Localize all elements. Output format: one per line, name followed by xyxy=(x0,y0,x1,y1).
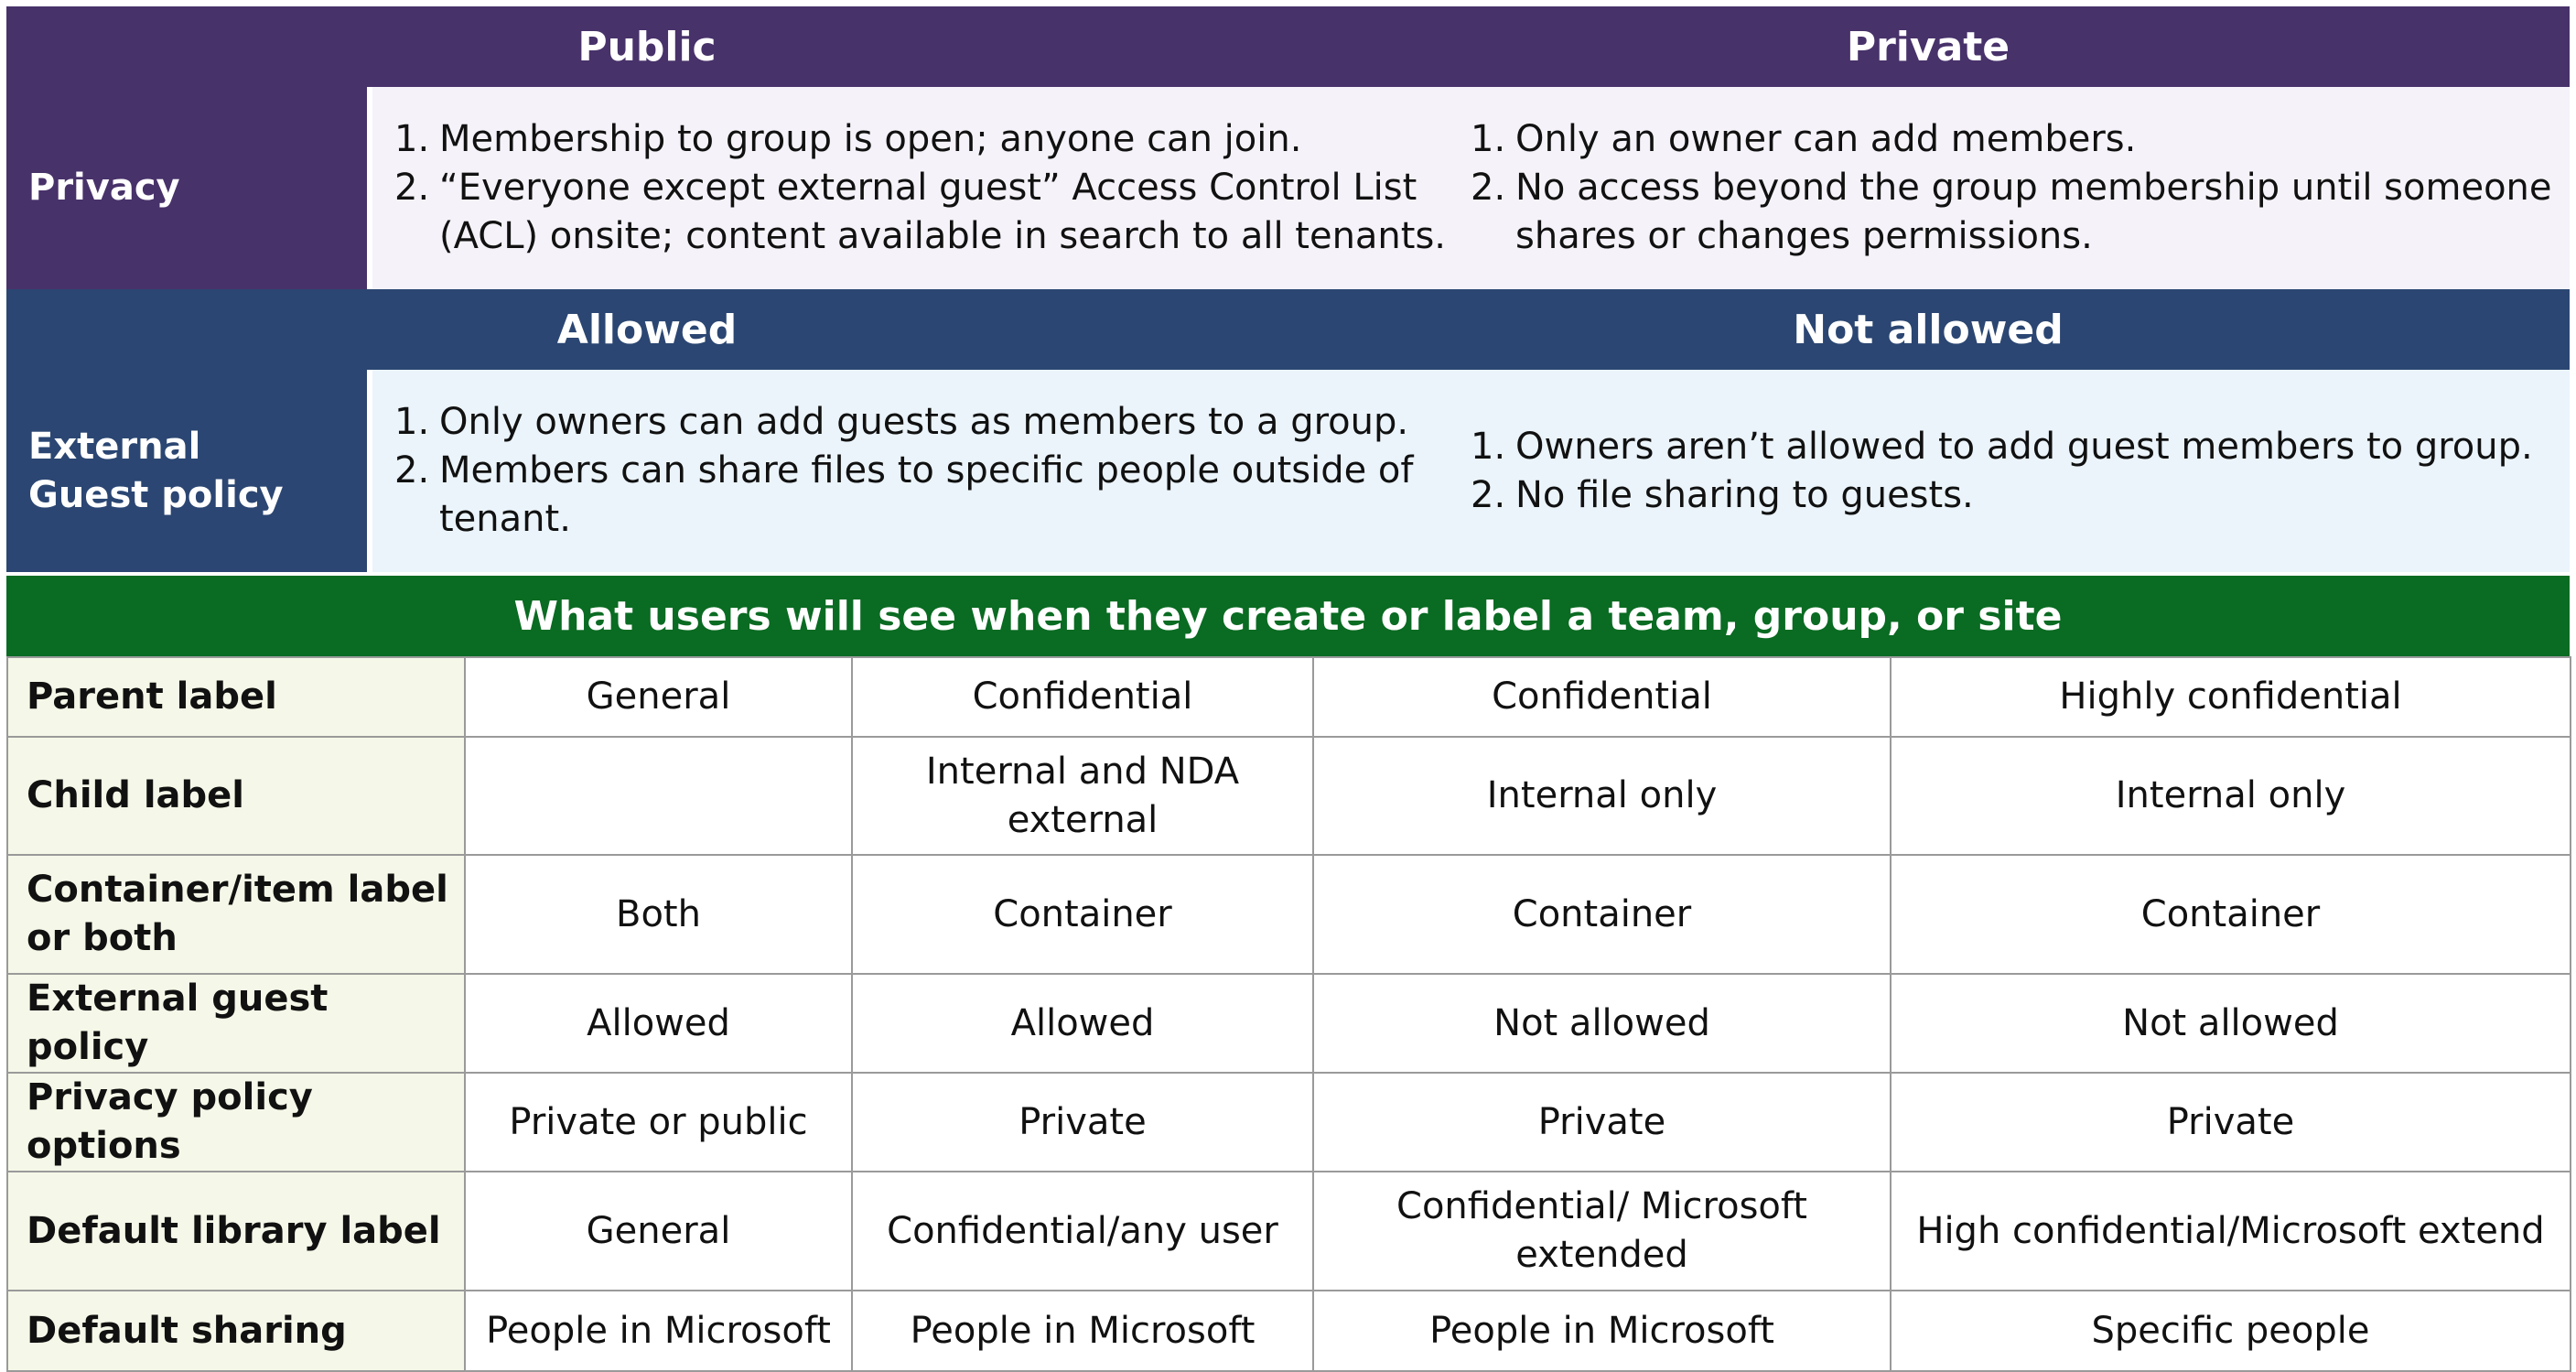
privacy-label-line: Privacy xyxy=(28,167,180,209)
public-description xyxy=(372,87,1471,289)
list-item xyxy=(394,164,1471,261)
row-label: Parent label xyxy=(7,657,465,737)
table-cell: Allowed xyxy=(852,974,1313,1073)
table-cell: Internal and NDA external xyxy=(852,737,1313,855)
list-number: 2. xyxy=(394,167,430,209)
guest-policy-row-label xyxy=(6,370,367,572)
list-text: Membership to group is open; anyone can join. xyxy=(439,118,1302,160)
table-cell: Container xyxy=(1891,855,2571,974)
privacy-row-label xyxy=(6,87,367,289)
list-item xyxy=(394,115,1471,164)
table-cell: Allowed xyxy=(465,974,852,1073)
public-heading: Public xyxy=(577,23,717,70)
table-row xyxy=(7,657,2571,737)
list-text: No file sharing to guests. xyxy=(1515,473,1974,516)
table-cell: People in Microsoft xyxy=(852,1291,1313,1371)
table-cell: Private or public xyxy=(465,1073,852,1172)
table-cell: People in Microsoft xyxy=(1313,1291,1891,1371)
privacy-row xyxy=(6,87,2570,289)
list-item xyxy=(394,398,1471,447)
table-row xyxy=(7,974,2571,1073)
table-cell: Confidential xyxy=(1313,657,1891,737)
list-number: 2. xyxy=(1471,473,1506,516)
list-text: Members can share files to specific people outside of tenant. xyxy=(439,449,1414,540)
row-label: Default sharing xyxy=(7,1291,465,1371)
table-cell: Private xyxy=(1313,1073,1891,1172)
row-label: External guest policy xyxy=(7,974,465,1073)
table-row xyxy=(7,737,2571,855)
list-number: 2. xyxy=(394,449,430,492)
table-cell: Specific people xyxy=(1891,1291,2571,1371)
list-text: “Everyone except external guest” Access Control List (ACL) onsite; content available in search to all tenants. xyxy=(439,167,1447,257)
list-number: 1. xyxy=(394,401,430,443)
private-heading: Private xyxy=(1846,23,2010,70)
guest-label-line: External xyxy=(28,425,201,468)
guest-policy-header-bar xyxy=(6,289,2570,370)
table-cell: Private xyxy=(1891,1073,2571,1172)
privacy-header-bar xyxy=(6,6,2570,87)
table-cell: Internal only xyxy=(1891,737,2571,855)
list-number: 1. xyxy=(394,118,430,160)
policy-sheet xyxy=(6,6,2570,1352)
table-row xyxy=(7,1172,2571,1291)
table-cell: Private xyxy=(852,1073,1313,1172)
list-item xyxy=(1471,471,2570,520)
row-label: Privacy policy options xyxy=(7,1073,465,1172)
allowed-description xyxy=(372,370,1471,572)
list-item xyxy=(1471,115,2570,164)
list-item xyxy=(394,447,1471,544)
label-settings-table xyxy=(6,656,2571,1372)
guest-policy-row xyxy=(6,370,2570,572)
list-text: No access beyond the group membership until someone shares or changes permissions. xyxy=(1515,167,2552,257)
not-allowed-description xyxy=(1471,370,2570,572)
table-row xyxy=(7,855,2571,974)
allowed-heading: Allowed xyxy=(556,306,738,353)
table-cell: Not allowed xyxy=(1313,974,1891,1073)
private-description xyxy=(1471,87,2570,289)
list-item xyxy=(1471,164,2570,261)
guest-label-line: Guest policy xyxy=(28,473,284,516)
row-label: Child label xyxy=(7,737,465,855)
list-number: 1. xyxy=(1471,118,1506,160)
row-label: Default library label xyxy=(7,1172,465,1291)
table-cell xyxy=(465,737,852,855)
table-cell: Container xyxy=(1313,855,1891,974)
table-cell: Confidential/any user xyxy=(852,1172,1313,1291)
table-cell: Not allowed xyxy=(1891,974,2571,1073)
list-text: Only an owner can add members. xyxy=(1515,118,2137,160)
not-allowed-heading: Not allowed xyxy=(1793,306,2064,353)
row-label: Container/item label or both xyxy=(7,855,465,974)
table-cell: Both xyxy=(465,855,852,974)
list-text: Only owners can add guests as members to a group. xyxy=(439,401,1409,443)
table-cell: Internal only xyxy=(1313,737,1891,855)
list-item xyxy=(1471,423,2570,471)
table-cell: Confidential/ Microsoft extended xyxy=(1313,1172,1891,1291)
table-cell: Highly confidential xyxy=(1891,657,2571,737)
list-text: Owners aren’t allowed to add guest members to group. xyxy=(1515,425,2533,468)
table-cell: People in Microsoft xyxy=(465,1291,852,1371)
table-cell: General xyxy=(465,657,852,737)
table-cell: Container xyxy=(852,855,1313,974)
list-number: 2. xyxy=(1471,167,1506,209)
list-number: 1. xyxy=(1471,425,1506,468)
table-row xyxy=(7,1291,2571,1371)
table-cell: General xyxy=(465,1172,852,1291)
table-row xyxy=(7,1073,2571,1172)
users-table-title: What users will see when they create or label a team, group, or site xyxy=(6,576,2570,656)
table-cell: High confidential/Microsoft extend xyxy=(1891,1172,2571,1291)
table-cell: Confidential xyxy=(852,657,1313,737)
